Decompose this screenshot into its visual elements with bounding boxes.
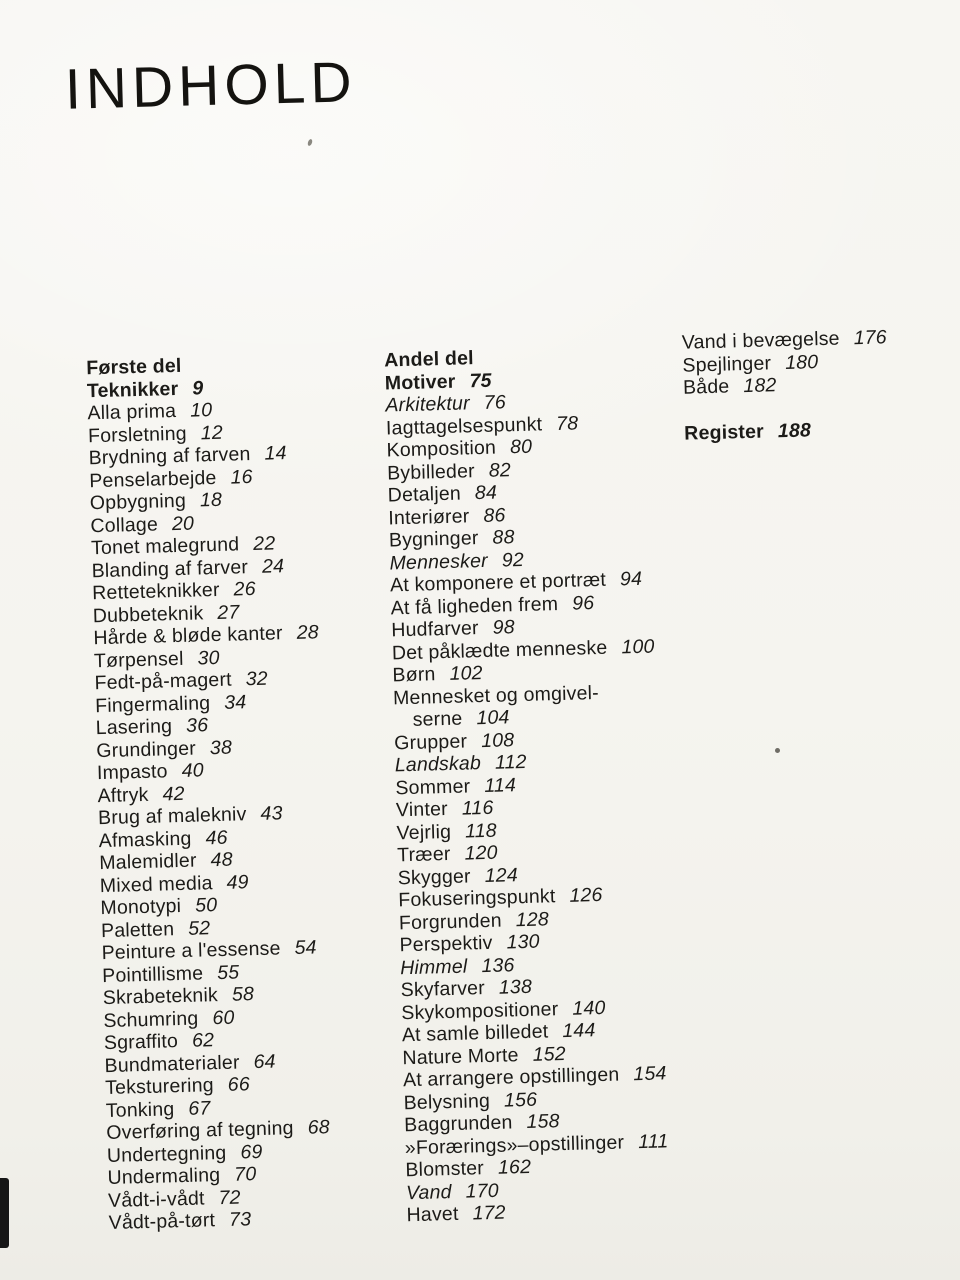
- toc-entry-page-number: 120: [464, 841, 498, 865]
- toc-entry-page-number: 118: [464, 819, 498, 843]
- toc-entry-label: Schumring: [103, 1007, 199, 1032]
- toc-entry-label: Brug af malekniv: [97, 803, 247, 830]
- toc-entry-page-number: 124: [484, 863, 519, 887]
- toc-entry-page-number: 67: [188, 1096, 211, 1120]
- toc-entry-page-number: 76: [483, 391, 507, 414]
- toc-entry-label: Spejlinger: [682, 351, 772, 377]
- toc-entry-label: Tørpensel: [93, 647, 184, 672]
- toc-entry-label: »Forærings»–opstillinger: [404, 1131, 625, 1159]
- toc-entry-label: Register: [683, 420, 765, 445]
- toc-entry-label: Skykompositioner: [401, 997, 559, 1024]
- toc-entry-page-number: 182: [743, 374, 777, 398]
- toc-entry-page-number: 68: [307, 1116, 331, 1139]
- toc-entry-page-number: 188: [777, 418, 812, 442]
- toc-entry-page-number: 27: [217, 600, 240, 624]
- page-title: INDHOLD: [64, 50, 358, 122]
- toc-entry-page-number: 158: [526, 1110, 560, 1134]
- toc-entry-label: Dubbeteknik: [92, 601, 204, 627]
- toc-entry-page-number: 69: [240, 1140, 263, 1164]
- toc-entry-label: Sommer: [395, 774, 471, 799]
- toc-entry-label: Vejrlig: [396, 820, 452, 844]
- toc-entry-label: Vådt-i-vådt: [107, 1187, 205, 1212]
- toc-entry-label: At arrangere opstillingen: [402, 1063, 620, 1092]
- toc-column-1: [86, 351, 334, 1234]
- toc-entry-page-number: 38: [209, 736, 233, 759]
- toc-entry-page-number: 12: [200, 421, 224, 444]
- toc-entry-label: Komposition: [386, 436, 497, 462]
- toc-entry-page-number: 138: [498, 975, 533, 999]
- toc-entry-label: Havet: [406, 1202, 459, 1227]
- toc-entry-label: Himmel: [399, 955, 468, 979]
- toc-entry-page-number: 80: [509, 435, 533, 459]
- toc-entry-label: Peinture a l'essense: [101, 937, 281, 965]
- toc-entry-label: Bundmaterialer: [104, 1051, 240, 1077]
- toc-entry-label: Andel del: [383, 347, 475, 372]
- toc-entry-label: At samle billedet: [401, 1020, 549, 1047]
- toc-entry-label: Vand: [405, 1180, 452, 1204]
- toc-entry-label: Impasto: [96, 760, 168, 785]
- toc-entry-page-number: 24: [261, 554, 285, 578]
- toc-entry-page-number: 9: [192, 376, 204, 400]
- toc-entry-label: Sgraffito: [103, 1030, 179, 1055]
- toc-entry-label: Arkitektur: [385, 392, 471, 417]
- toc-entry-label: Baggrunden: [403, 1111, 513, 1137]
- toc-entry-page-number: 75: [469, 369, 492, 392]
- toc-entry-label: Pointillisme: [101, 961, 204, 987]
- toc-entry-label: Mixed media: [99, 871, 213, 897]
- toc-entry-page-number: 104: [476, 706, 510, 730]
- toc-entry-page-number: 130: [506, 930, 540, 954]
- toc-entry-label: Opbygning: [89, 489, 187, 515]
- toc-entry-page-number: 152: [532, 1042, 567, 1066]
- toc-entry-page-number: 82: [488, 458, 512, 482]
- toc-entry-label: Afmasking: [98, 827, 192, 852]
- toc-entry-label: Paletten: [100, 917, 175, 942]
- toc-entry-page-number: 36: [185, 714, 209, 737]
- toc-entry-label: Detaljen: [387, 482, 462, 507]
- toc-entry-page-number: 102: [449, 662, 483, 685]
- toc-entry-page-number: 88: [492, 526, 515, 549]
- toc-entry-page-number: 136: [481, 953, 515, 977]
- toc-entry-label: Overføring af tegning: [106, 1117, 294, 1145]
- toc-entry-label: Blanding af farver: [91, 555, 249, 582]
- toc-entry-page-number: 55: [216, 961, 240, 984]
- toc-entry-page-number: 20: [171, 512, 195, 535]
- toc-entry-page-number: 114: [484, 773, 517, 797]
- toc-entry-label: Iagttagelsespunkt: [385, 412, 543, 439]
- toc-entry-page-number: 22: [252, 532, 276, 555]
- toc-entry-page-number: 172: [472, 1201, 506, 1225]
- toc-entry-label: Skrabeteknik: [102, 984, 219, 1010]
- toc-entry-page-number: 94: [619, 567, 643, 591]
- toc-entry-label: Grundinger: [96, 737, 197, 762]
- toc-entry-label: Vand i bevægelse: [681, 327, 840, 354]
- toc-entry-page-number: 96: [571, 591, 595, 615]
- toc-entry-page-number: 92: [501, 548, 525, 571]
- toc-entry-page-number: 72: [218, 1186, 241, 1209]
- toc-entry-page-number: 18: [199, 488, 223, 512]
- toc-entry-label: Hårde & bløde kanter: [93, 622, 283, 650]
- toc-entry-page-number: 154: [633, 1062, 667, 1086]
- toc-entry-page-number: 42: [162, 782, 185, 805]
- toc-entry-page-number: 86: [483, 503, 506, 527]
- toc-entry-page-number: 78: [555, 411, 579, 435]
- toc-entry-label: Landskab: [394, 752, 482, 777]
- toc-entry-label: Belysning: [403, 1089, 491, 1114]
- toc-entry-label: Forsletning: [87, 422, 188, 447]
- toc-entry-label: Teksturering: [104, 1074, 215, 1100]
- toc-entry-page-number: 70: [233, 1163, 257, 1186]
- toc-entry-label: Skygger: [397, 864, 471, 889]
- toc-entry-label: Grupper: [393, 729, 468, 754]
- toc-entry-label: Forgrunden: [398, 909, 503, 934]
- toc-entry-label: Collage: [90, 512, 159, 537]
- toc-entry-label: Mennesker: [389, 549, 489, 574]
- toc-entry-page-number: 26: [233, 577, 256, 601]
- toc-entry-label: Undertegning: [106, 1141, 227, 1167]
- toc-entry-page-number: 48: [210, 848, 233, 872]
- toc-entry-page-number: 108: [480, 728, 515, 752]
- toc-entry-label: Første del: [86, 354, 182, 380]
- toc-entry-page-number: 156: [503, 1088, 538, 1112]
- toc-entry-label: Malemidler: [99, 849, 197, 875]
- toc-entry-page-number: 144: [562, 1019, 596, 1043]
- toc-entry-label: Nature Morte: [402, 1043, 519, 1069]
- toc-entry-page-number: 140: [572, 996, 606, 1020]
- toc-entry-page-number: 66: [227, 1073, 251, 1096]
- toc-entry-label: Det påklædte menneske: [391, 636, 608, 664]
- toc-entry-page-number: 58: [231, 983, 255, 1006]
- toc-column-2: [384, 343, 671, 1227]
- toc-entry-label: Aftryk: [97, 783, 149, 807]
- toc-entry-label: Skyfarver: [400, 977, 486, 1002]
- toc-entry-label: Brydning af farven: [88, 443, 251, 470]
- toc-entry-label: Vådt-på-tørt: [108, 1209, 216, 1235]
- scan-edge-mark: [0, 1178, 9, 1248]
- toc-entry: [108, 1206, 334, 1234]
- toc-entry-page-number: 112: [494, 750, 527, 774]
- toc-entry-label: Interiører: [388, 504, 470, 529]
- toc-entry-label: Fokuseringspunkt: [398, 885, 556, 912]
- toc-entry-page-number: 180: [784, 350, 819, 374]
- toc-entry-page-number: 46: [205, 826, 228, 849]
- toc-entry-page-number: 162: [497, 1155, 532, 1179]
- toc-entry-page-number: 50: [194, 894, 218, 917]
- toc-entry-label: Undermaling: [107, 1164, 221, 1190]
- toc-entry-label: Alla prima: [87, 399, 177, 425]
- toc-entry-page-number: 52: [187, 916, 211, 940]
- toc-entry-label: At komponere et portræt: [389, 568, 607, 597]
- toc-entry-label: Lasering: [95, 715, 173, 740]
- toc-entry-page-number: 126: [569, 883, 603, 907]
- toc-entry-label: Bygninger: [388, 527, 479, 552]
- toc-entry-label: Vinter: [395, 798, 449, 822]
- toc-entry-label: Tonet malegrund: [90, 533, 240, 560]
- toc-entry-label: Fingermaling: [94, 691, 211, 717]
- toc-entry-page-number: 60: [212, 1006, 235, 1029]
- toc-entry-page-number: 30: [197, 646, 220, 669]
- toc-entry-label: Bybilleder: [386, 459, 476, 484]
- toc-entry-page-number: 28: [296, 621, 320, 644]
- toc-entry-page-number: 176: [853, 326, 888, 350]
- toc-entry-label: Tonking: [105, 1097, 175, 1122]
- toc-entry-label: Teknikker: [86, 377, 179, 402]
- toc-entry-page-number: 98: [492, 616, 516, 639]
- toc-entry-label: Både: [682, 375, 730, 399]
- toc-entry-label: Motiver: [384, 370, 456, 394]
- toc-entry-page-number: 62: [191, 1029, 215, 1052]
- toc-entry-page-number: 116: [461, 796, 494, 820]
- toc-entry-page-number: 54: [294, 936, 317, 960]
- toc-entry-page-number: 43: [260, 802, 283, 825]
- toc-entry-label: Træer: [396, 842, 451, 867]
- toc-entry-label: At få ligheden frem: [390, 592, 559, 619]
- toc-entry-page-number: 34: [223, 690, 247, 714]
- toc-entry-page-number: 84: [474, 481, 498, 505]
- toc-entry-page-number: 128: [515, 907, 550, 931]
- toc-entry-label: serne: [412, 707, 463, 731]
- toc-entry-label: Børn: [392, 663, 436, 687]
- toc-entry-label: Mennesket og omgivel-: [392, 681, 600, 709]
- toc-entry: [684, 417, 890, 445]
- toc-entry: [683, 371, 889, 399]
- toc-entry-page-number: 40: [181, 759, 205, 782]
- toc-entry-page-number: 10: [189, 399, 213, 422]
- toc-entry-page-number: 170: [465, 1179, 500, 1203]
- toc-entry-page-number: 64: [253, 1050, 276, 1073]
- toc-entry-label: Perspektiv: [399, 931, 493, 957]
- toc-column-3: [682, 326, 890, 444]
- toc-entry-page-number: 111: [637, 1129, 669, 1153]
- toc-entry-label: Hudfarver: [391, 617, 479, 642]
- toc-entry-page-number: 100: [621, 635, 655, 658]
- toc-entry-label: Blomster: [405, 1157, 485, 1182]
- toc-entry-label: Penselarbejde: [89, 466, 217, 492]
- toc-entry-page-number: 14: [264, 442, 287, 465]
- toc-entry-page-number: 16: [230, 465, 253, 489]
- scan-speck: [775, 748, 780, 753]
- toc-entry-label: Fedt-på-magert: [94, 668, 233, 695]
- toc-entry-page-number: 32: [245, 667, 269, 691]
- toc-entry-label: Retteteknikker: [91, 578, 220, 605]
- toc-entry-page-number: 49: [226, 870, 249, 894]
- toc-entry-page-number: 73: [228, 1208, 252, 1231]
- toc-entry-label: Monotypi: [100, 895, 182, 920]
